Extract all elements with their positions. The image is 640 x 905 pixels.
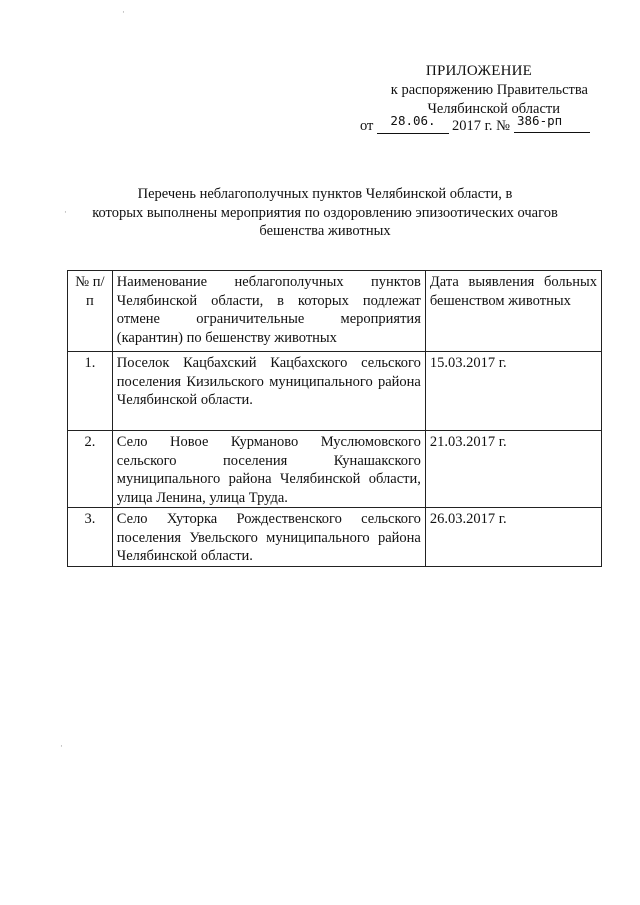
row-number: 2. — [68, 431, 113, 508]
table-row — [68, 508, 602, 567]
table-row — [68, 431, 602, 508]
header-date: Дата выявления больных бешенством животных — [425, 271, 601, 352]
order-year-label: 2017 г. № — [452, 118, 511, 134]
row-date: 26.03.2017 г. — [425, 508, 601, 567]
row-location: Село Хуторка Рождественского сельского поселения Увельского муниципального района Челябинской области. — [112, 508, 425, 567]
heading-line-3: бешенства животных — [259, 223, 391, 239]
appendix-block — [318, 62, 588, 119]
appendix-order-line: к распоряжению Правительства — [390, 82, 588, 98]
row-date: 21.03.2017 г. — [425, 431, 601, 508]
scan-speck: · — [122, 8, 125, 18]
scan-speck: · — [60, 742, 63, 752]
appendix-title: ПРИЛОЖЕНИЕ — [425, 63, 532, 79]
heading-line-2: которых выполнены мероприятия по оздоровлению эпизоотических очагов — [92, 204, 558, 221]
table-row — [68, 352, 602, 431]
appendix-date-line — [360, 114, 600, 136]
document-heading — [80, 185, 570, 241]
table-header-row — [68, 271, 602, 352]
heading-line-1: Перечень неблагополучных пунктов Челябинской области, в — [137, 186, 513, 202]
row-number: 1. — [68, 352, 113, 431]
header-number: № п/п — [68, 271, 113, 352]
order-number-field: 386-рп — [514, 114, 590, 133]
order-date-field: 28.06. — [377, 114, 449, 134]
appendix-org-line: Челябинской области — [427, 101, 560, 117]
date-prefix: от — [360, 118, 374, 134]
row-date: 15.03.2017 г. — [425, 352, 601, 431]
header-name: Наименование неблагополучных пунктов Челябинской области, в которых подлежат отмене ограничительные мероприятия (карантин) по бешенству животных — [112, 271, 425, 352]
locations-table — [67, 270, 602, 567]
scan-speck: · — [64, 208, 67, 218]
row-location: Поселок Кацбахский Кацбахского сельского поселения Кизильского муниципального района Челябинской области. — [112, 352, 425, 431]
row-number: 3. — [68, 508, 113, 567]
row-location: Село Новое Курманово Муслюмовского сельского поселения Кунашакского муниципального района Челябинской области, улица Ленина, улица Труда. — [112, 431, 425, 508]
